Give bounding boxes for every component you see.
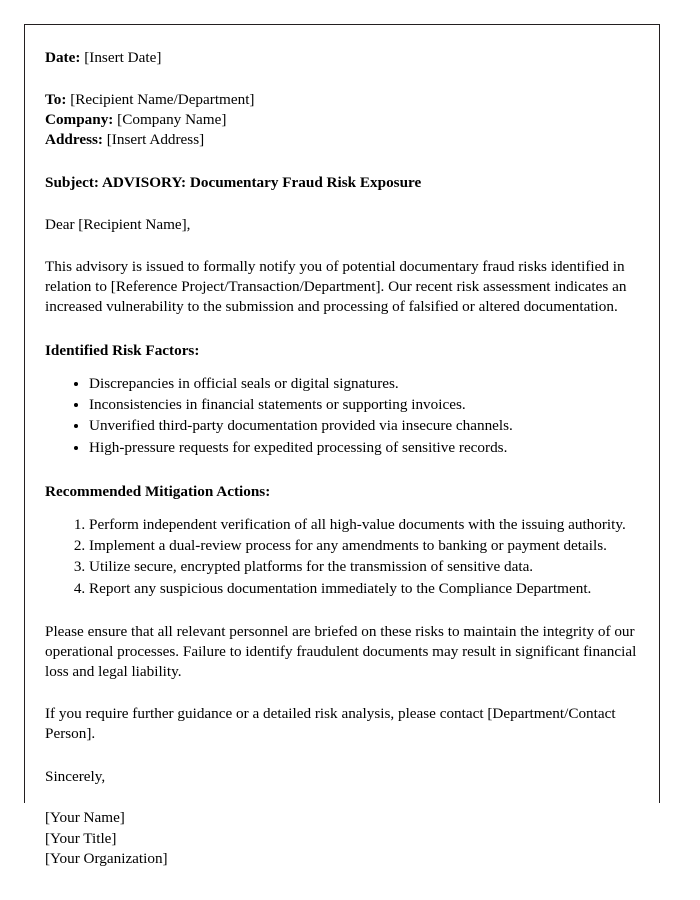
- to-label: To:: [45, 90, 67, 108]
- date-line: [45, 24, 637, 68]
- signature-organization: [Your Organization]: [45, 849, 168, 867]
- signature-title: [Your Title]: [45, 829, 117, 847]
- letter-document: [45, 24, 637, 869]
- closing-paragraph: Please ensure that all relevant personnel are briefed on these risks to maintain the integrity of our operational processes. Failure to identify fraudulent documents may result in significant financial loss and legal liability.: [45, 622, 637, 680]
- salutation: Dear [Recipient Name],: [45, 216, 191, 234]
- recipient-address-block: [45, 68, 637, 151]
- list-item: 4. Report any suspicious documentation immediately to the Compliance Department.: [89, 579, 637, 600]
- address-value: [Insert Address]: [106, 131, 205, 149]
- to-value: [Recipient Name/Department]: [70, 90, 255, 108]
- signature-block: [45, 786, 637, 869]
- date-label: Date:: [45, 49, 81, 66]
- list-item: 2. Implement a dual-review process for any amendments to banking or payment details.: [89, 536, 637, 557]
- mitigation-actions-list: [45, 501, 637, 599]
- signature-name: [Your Name]: [45, 809, 125, 827]
- list-item: • Unverified third-party documentation provided via insecure channels.: [89, 416, 637, 437]
- address-label: Address:: [45, 131, 103, 149]
- date-value: [Insert Date]: [84, 49, 162, 66]
- recipient-line: [45, 90, 637, 110]
- company-line: [45, 110, 637, 130]
- company-value: [Company Name]: [117, 110, 227, 128]
- risk-factors-list: [45, 360, 637, 458]
- list-item: • Discrepancies in official seals or digital signatures.: [89, 374, 637, 395]
- risk-factors-heading: Identified Risk Factors:: [45, 341, 200, 359]
- subject-line: Subject: ADVISORY: Documentary Fraud Risk Exposure: [45, 174, 422, 192]
- address-line: [45, 130, 637, 150]
- list-item: 3. Utilize secure, encrypted platforms for the transmission of sensitive data.: [89, 557, 637, 578]
- list-item: • High-pressure requests for expedited processing of sensitive records.: [89, 438, 637, 459]
- contact-paragraph: If you require further guidance or a detailed risk analysis, please contact [Department/Contact Person].: [45, 705, 616, 743]
- signoff: Sincerely,: [45, 767, 106, 785]
- intro-paragraph: This advisory is issued to formally notify you of potential documentary fraud risks identified in relation to [Reference Project/Transaction/Department]. Our recent risk assessment indicates an increased vulnerability to the submission and processing of falsified or altered documentation.: [45, 257, 627, 316]
- list-item: 1. Perform independent verification of all high-value documents with the issuing authority.: [89, 515, 637, 536]
- mitigation-actions-heading: Recommended Mitigation Actions:: [45, 482, 271, 500]
- list-item: • Inconsistencies in financial statements or supporting invoices.: [89, 395, 637, 416]
- company-label: Company:: [45, 110, 114, 128]
